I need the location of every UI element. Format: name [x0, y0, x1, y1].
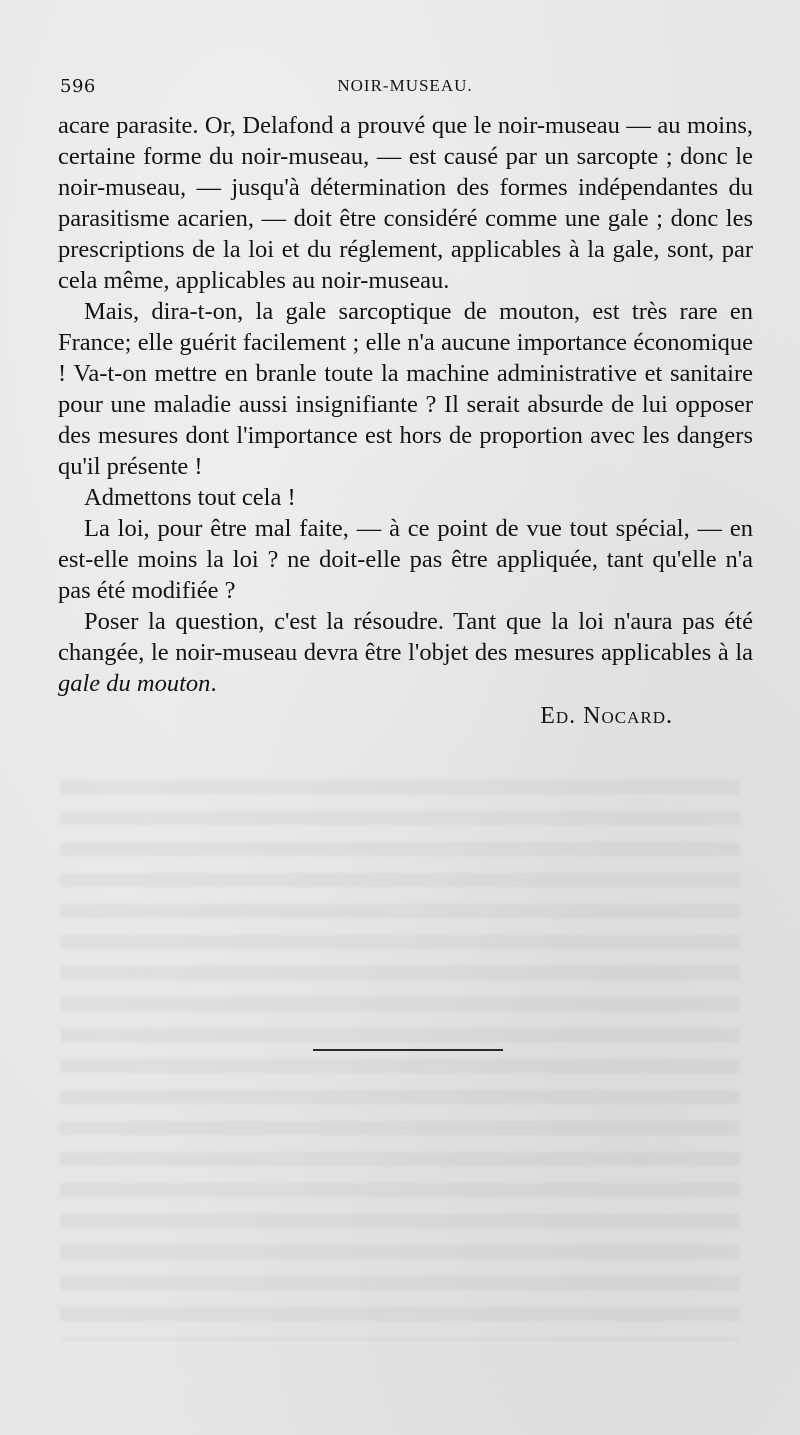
paragraph-5-start: Poser la question, c'est la résoudre. Tant que la loi n'aura pas été changée, le noir-museau devra être l'objet des mesures applicables à la — [58, 608, 753, 666]
running-title: NOIR-MUSEAU. — [337, 76, 473, 95]
running-head — [60, 76, 750, 102]
show-through-text — [60, 780, 740, 1340]
body-text — [58, 110, 753, 732]
paragraph-3: Admettons tout cela ! — [84, 484, 296, 511]
paragraph-5 — [58, 606, 753, 699]
end-rule — [313, 1049, 503, 1051]
paragraph-5-italic: gale du mouton — [58, 670, 211, 697]
paragraph-5-end: . — [210, 670, 217, 697]
signature: Ed. Nocard. — [540, 703, 673, 729]
page-number: 596 — [60, 76, 96, 97]
paragraph-4: La loi, pour être mal faite, — à ce point de vue tout spécial, — en est-elle moins la loi ? ne doit-elle pas être appliquée, tant qu'elle n'a pas été modifiée ? — [58, 515, 753, 604]
paragraph-2: Mais, dira-t-on, la gale sarcoptique de mouton, est très rare en France; elle guérit facilement ; elle n'a aucune importance économique ! Va-t-on mettre en branle toute la machine administrative et sanitaire pour une maladie aussi insignifiante ? Il serait absurde de lui opposer des mesures dont l'importance est hors de proportion avec les dangers qu'il présente ! — [58, 298, 753, 480]
paragraph-1: acare parasite. Or, Delafond a prouvé que le noir-museau — au moins, certaine forme du noir-museau, — est causé par un sarcopte ; donc le noir-museau, — jusqu'à détermination des formes indépendantes du parasitisme acarien, — doit être considéré comme une gale ; donc les prescriptions de la loi et du réglement, applicables à la gale, sont, par cela même, applicables au noir-museau. — [58, 112, 753, 294]
